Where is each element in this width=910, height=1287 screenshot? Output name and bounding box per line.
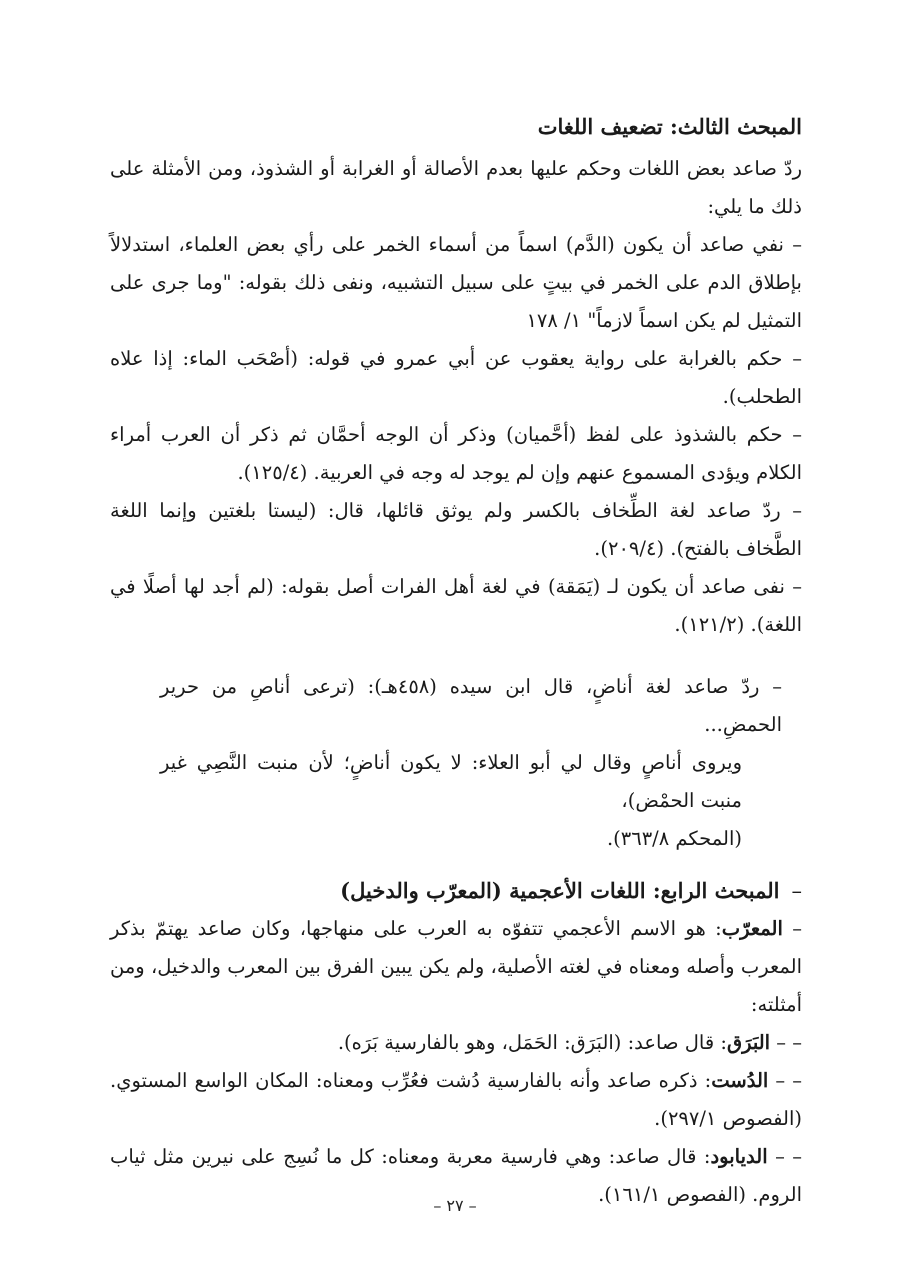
list-item xyxy=(110,1062,802,1138)
heading-dash: – xyxy=(791,879,802,903)
item-prefix: – – xyxy=(775,1145,802,1168)
page-body xyxy=(110,108,802,1214)
intro-paragraph: ردّ صاعد بعض اللغات وحكم عليها بعدم الأصالة أو الغرابة أو الشذوذ، ومن الأمثلة على ذلك ما يلي: xyxy=(110,157,802,218)
item-term: المعرّب xyxy=(721,917,783,940)
section-heading-4 xyxy=(110,872,802,910)
list-item xyxy=(110,1024,802,1062)
item-prefix: – xyxy=(792,917,802,940)
page-number: – ٢٧ – xyxy=(433,1196,477,1215)
item-text: : ذكره صاعد وأنه بالفارسية دُشت فعُرِّب ومعناه: المكان الواسع المستوي. (الفصوص ٢٩٧/١). xyxy=(110,1069,802,1130)
list-item: – حكم بالشذوذ على لفظ (أحَّميان) وذكر أن الوجه أحمَّان ثم ذكر أن العرب أمراء الكلام ويؤدى المسموع عنهم وإن لم يوجد له وجه في العربية. (١٢٥/٤). xyxy=(110,423,802,484)
quote-line: ويروى أناصٍ وقال لي أبو العلاء: لا يكون أناضٍ؛ لأن منبت النَّصِي غير منبت الحمْض)، xyxy=(160,751,742,812)
list-item: – نفى صاعد أن يكون لـ (يَمَقة) في لغة أهل الفرات أصل بقوله: (لم أجد لها أصلًا في اللغة). (١٢١/٢). xyxy=(110,575,802,636)
quote-block xyxy=(110,668,802,858)
quote-line: – ردّ صاعد لغة أناضٍ، قال ابن سيده (٤٥٨هـ): (ترعى أناصِ من حرير الحمضِ... xyxy=(160,675,782,736)
list-item: – ردّ صاعد لغة الطِّخاف بالكسر ولم يوثق قائلها، قال: (ليستا بلغتين وإنما اللغة الطَّخاف بالفتح). (٢٠٩/٤). xyxy=(110,499,802,560)
heading-text: المبحث الرابع: اللغات الأعجمية (المعرّب والدخيل) xyxy=(340,878,780,903)
item-term: الديابود xyxy=(710,1145,768,1168)
item-prefix: – – xyxy=(776,1031,802,1054)
item-text: : قال صاعد: وهي فارسية معربة ومعناه: كل ما نُسِج على نيرين مثل ثياب الروم. (الفصوص ١٦١/١). xyxy=(110,1145,802,1206)
list-item xyxy=(110,910,802,1024)
list-item: – نفي صاعد أن يكون (الدَّم) اسماً من أسماء الخمر على رأي بعض العلماء، استدلالاً بإطلاق الدم على الخمر في بيتٍ على سبيل التشبيه، ونفى ذلك بقوله: "وما جرى على التمثيل لم يكن اسماً لازماً" ١/ ١٧٨ xyxy=(110,233,802,332)
spacer xyxy=(110,644,802,668)
item-text: : هو الاسم الأعجمي تتفوّه به العرب على منهاجها، وكان صاعد يهتمّ بذكر المعرب وأصله ومعناه في لغته الأصلية، ولم يكن يبين الفرق بين المعرب والدخيل، ومن أمثلته: xyxy=(110,917,802,1016)
item-term: الدُست xyxy=(711,1069,769,1092)
list-item: – حكم بالغرابة على رواية يعقوب عن أبي عمرو في قوله: (أصْحَب الماء: إذا علاه الطحلب). xyxy=(110,347,802,408)
item-text: : قال صاعد: (البَرَق: الحَمَل، وهو بالفارسية بَرَه). xyxy=(337,1031,727,1054)
section-heading-3: المبحث الثالث: تضعيف اللغات xyxy=(537,114,802,139)
item-term: البَرَق xyxy=(726,1031,771,1054)
item-prefix: – – xyxy=(775,1069,803,1092)
quote-line: (المحكم ٣٦٣/٨). xyxy=(606,827,742,850)
